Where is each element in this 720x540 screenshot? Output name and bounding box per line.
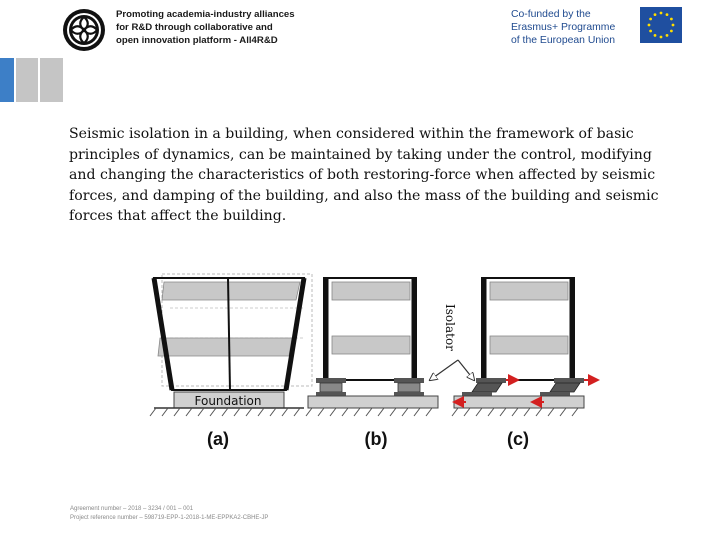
project-title-line-3: open innovation platform - All4R&D — [116, 35, 278, 46]
isolator-pointer-right — [458, 360, 474, 380]
isolator-pointer-left — [430, 360, 458, 380]
footer — [70, 505, 268, 523]
seismic-isolation-figure — [140, 268, 610, 453]
foundation-label: Foundation — [194, 394, 262, 408]
all4rd-logo — [62, 8, 106, 52]
project-title-line-1: Promoting academia-industry alliances — [116, 9, 295, 20]
project-title — [116, 8, 295, 47]
panel-b-label: (b) — [364, 429, 388, 449]
panel-c-building — [452, 278, 598, 416]
eu-flag-icon — [640, 7, 682, 43]
blue-bar — [0, 58, 14, 102]
isolator-label: Isolator — [443, 304, 457, 351]
project-title-line-2: for R&D through collaborative and — [116, 22, 273, 33]
agreement-number: Agreement number – 2018 – 3234 / 001 – 001 — [70, 506, 194, 512]
panel-c-label: (c) — [507, 429, 529, 449]
panel-b-building — [306, 278, 438, 416]
grey-bar-2 — [40, 58, 63, 102]
eu-line-2: Erasmus+ Programme — [511, 22, 616, 33]
seismic-isolation-paragraph: Seismic isolation in a building, when considered within the framework of basic principles of dynamics, can be maintained by taking under the control, modifying and changing the characteristics of both restoring-force when affected by seismic forces, and damping of the building, and also the mass of the building and seismic forces that affect the building. — [69, 126, 659, 225]
panel-a-label: (a) — [207, 429, 229, 449]
grey-bar-1 — [16, 58, 38, 102]
erasmus-cofunding-text — [511, 8, 615, 47]
eu-line-1: Co-funded by the — [511, 9, 591, 20]
project-reference-number: Project reference number – 598719-EPP-1-2018-1-ME-EPPKA2-CBHE-JP — [70, 515, 269, 521]
decorative-side-bars — [0, 58, 64, 102]
eu-line-3: of the European Union — [511, 35, 615, 46]
